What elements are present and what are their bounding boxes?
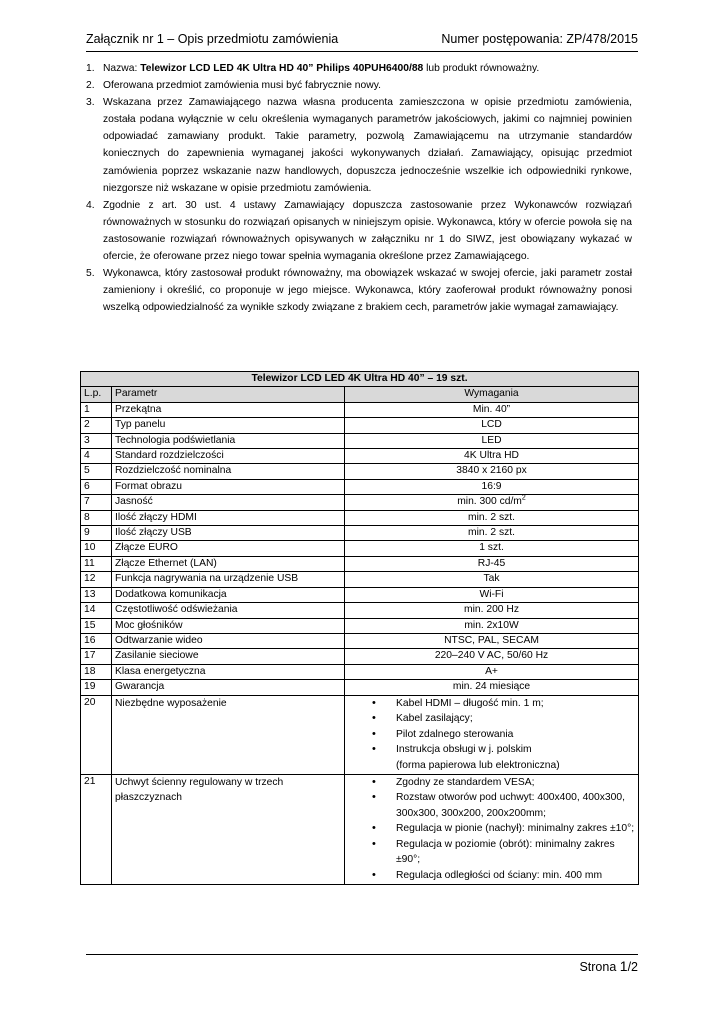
- list-item: • Zgodny ze standardem VESA;: [396, 775, 635, 791]
- header-wymagania: Wymagania: [345, 387, 639, 402]
- cell-parametr: Dodatkowa komunikacja: [112, 587, 345, 602]
- cell-wymagania: 220–240 V AC, 50/60 Hz: [345, 649, 639, 664]
- page-header: [86, 32, 638, 50]
- cell-parametr: Funkcja nagrywania na urządzenie USB: [112, 572, 345, 587]
- list-item: 2. Oferowana przedmiot zamówienia musi być fabrycznie nowy.: [86, 80, 381, 92]
- cell-parametr: Gwarancja: [112, 680, 345, 695]
- header-divider: [86, 51, 638, 52]
- table-row: [81, 695, 639, 774]
- cell-parametr: Ilość złączy USB: [112, 526, 345, 541]
- cell-lp: 10: [81, 541, 112, 556]
- list-item: • Regulacja odległości od ściany: min. 400 mm: [396, 868, 635, 884]
- numbered-list: [86, 60, 632, 316]
- list-item: • Pilot zdalnego sterowania: [396, 727, 635, 743]
- cell-wymagania: 16:9: [345, 479, 639, 494]
- table-row: [81, 510, 639, 525]
- table-row: [81, 526, 639, 541]
- cell-lp: 15: [81, 618, 112, 633]
- cell-wymagania: LED: [345, 433, 639, 448]
- cell-lp: 4: [81, 449, 112, 464]
- cell-parametr: Ilość złączy HDMI: [112, 510, 345, 525]
- cell-lp: 19: [81, 680, 112, 695]
- cell-lp: 14: [81, 603, 112, 618]
- list-item: 3. Wskazana przez Zamawiającego nazwa własna producenta zamieszczona w opisie przedmiotu zamówienia, została podana wyłącznie w celu określenia wymaganych parametrów jakościowych, jakimi co najmniej powinien odpowiadać zamawiany produkt. Takie parametry, pozwolą Zamawiającemu na utrzymanie standardów koniecznych do zapewnienia wymaganej jakości wykonywanych działań. Zamawiający, opisując przedmiot zamówienia poprzez wskazanie nazw handlowych, dopuszcza jednocześnie wszelkie ich odpowiedniki rynkowe, niezgorsze niż wskazane w opisie przedmiotu zamówienia.: [86, 97, 632, 194]
- list-item: 4. Zgodnie z art. 30 ust. 4 ustawy Zamawiający dopuszcza zastosowanie przez Wykonawców rozwiązań równoważnych w stosunku do rozwiązań opisanych w niniejszym opisie. Wykonawca, który w ofercie powoła się na zastosowanie rozwiązań równoważnych opisywanych w załączniku nr 1 do SIWZ, jest obowiązany wykazać w ofercie, że oferowane przez niego towar spełnia wymagania określone przez Zamawiającego.: [86, 199, 632, 263]
- cell-parametr: Niezbędne wyposażenie: [112, 695, 345, 774]
- cell-parametr: Przekątna: [112, 402, 345, 417]
- header-parametr: Parametr: [112, 387, 345, 402]
- table-row: [81, 649, 639, 664]
- table-row: [81, 603, 639, 618]
- cell-parametr: Odtwarzanie wideo: [112, 633, 345, 648]
- cell-parametr: Technologia podświetlania: [112, 433, 345, 448]
- table-row: [81, 402, 639, 417]
- cell-wymagania: A+: [345, 664, 639, 679]
- table-title-row: [81, 372, 639, 387]
- cell-lp: 6: [81, 479, 112, 494]
- cell-wymagania: [345, 774, 639, 884]
- table-header-row: [81, 387, 639, 402]
- cell-parametr: Rozdzielczość nominalna: [112, 464, 345, 479]
- cell-parametr: Zasilanie sieciowe: [112, 649, 345, 664]
- list-item: • Kabel zasilający;: [396, 711, 635, 727]
- cell-lp: 20: [81, 695, 112, 774]
- table-row: [81, 541, 639, 556]
- cell-parametr: Standard rozdzielczości: [112, 449, 345, 464]
- table-row: [81, 556, 639, 571]
- table-row: [81, 618, 639, 633]
- list-item: • Instrukcja obsługi w j. polskim: [396, 742, 635, 758]
- list-item: 1. Nazwa: Telewizor LCD LED 4K Ultra HD 40” Philips 40PUH6400/88 lub produkt równoważny.: [86, 63, 540, 74]
- header-lp: L.p.: [81, 387, 112, 402]
- table-row: [81, 479, 639, 494]
- cell-lp: 5: [81, 464, 112, 479]
- cell-parametr: Klasa energetyczna: [112, 664, 345, 679]
- cell-lp: 8: [81, 510, 112, 525]
- cell-parametr: Moc głośników: [112, 618, 345, 633]
- list-item: • Rozstaw otworów pod uchwyt: 400x400, 400x300, 300x300, 300x200, 200x200mm;: [396, 790, 635, 821]
- requirements-bullet-list: [348, 696, 635, 758]
- cell-lp: 13: [81, 587, 112, 602]
- cell-wymagania: min. 2 szt.: [345, 526, 639, 541]
- table-row: [81, 572, 639, 587]
- table-row: [81, 418, 639, 433]
- table-row: [81, 633, 639, 648]
- cell-wymagania: 3840 x 2160 px: [345, 464, 639, 479]
- cell-parametr: Częstotliwość odświeżania: [112, 603, 345, 618]
- table-row: [81, 664, 639, 679]
- cell-parametr: Złącze Ethernet (LAN): [112, 556, 345, 571]
- table-row: [81, 464, 639, 479]
- cell-lp: 21: [81, 774, 112, 884]
- cell-lp: 3: [81, 433, 112, 448]
- cell-wymagania: LCD: [345, 418, 639, 433]
- cell-wymagania: [345, 695, 639, 774]
- footer-divider: [86, 954, 638, 955]
- cell-lp: 2: [81, 418, 112, 433]
- cell-wymagania: 4K Ultra HD: [345, 449, 639, 464]
- header-procedure-number: Numer postępowania: ZP/478/2015: [441, 32, 638, 46]
- cell-lp: 12: [81, 572, 112, 587]
- cell-wymagania: RJ-45: [345, 556, 639, 571]
- cell-lp: 11: [81, 556, 112, 571]
- cell-wymagania: Wi-Fi: [345, 587, 639, 602]
- list-item: 5. Wykonawca, który zastosował produkt równoważny, ma obowiązek wskazać w swojej ofercie, jaki parametr został zamieniony i określić, co proponuje w jego miejsce. Wykonawca, który zaoferował produkt równoważny ponosi wszelką odpowiedzialność za wynikłe szkody związane z brakiem cech, parametrów jakie wymagał zamawiający.: [86, 268, 632, 314]
- table-row: [81, 433, 639, 448]
- cell-parametr: Uchwyt ścienny regulowany w trzech płaszczyznach: [112, 774, 345, 884]
- cell-lp: 7: [81, 495, 112, 510]
- cell-lp: 17: [81, 649, 112, 664]
- cell-parametr: Format obrazu: [112, 479, 345, 494]
- table-row: [81, 587, 639, 602]
- cell-wymagania: min. 24 miesiące: [345, 680, 639, 695]
- header-attachment-title: Załącznik nr 1 – Opis przedmiotu zamówienia: [86, 32, 339, 46]
- cell-wymagania: min. 2x10W: [345, 618, 639, 633]
- requirements-note: (forma papierowa lub elektroniczna): [396, 759, 560, 771]
- cell-parametr: Jasność: [112, 495, 345, 510]
- table-row: [81, 495, 639, 510]
- cell-wymagania: min. 200 Hz: [345, 603, 639, 618]
- cell-lp: 1: [81, 402, 112, 417]
- cell-wymagania: min. 300 $cd/m^2$: [345, 495, 639, 510]
- list-item: • Regulacja w poziomie (obrót): minimalny zakres ±90°;: [396, 837, 635, 868]
- table-title: Telewizor LCD LED 4K Ultra HD 40” – 19 szt.: [81, 372, 639, 387]
- cell-lp: 18: [81, 664, 112, 679]
- cell-wymagania: Tak: [345, 572, 639, 587]
- page-number: 1: [619, 958, 628, 974]
- product-name: Telewizor LCD LED 4K Ultra HD 40” Philips 40PUH6400/88: [140, 63, 424, 74]
- cell-wymagania: min. 2 szt.: [345, 510, 639, 525]
- cell-wymagania: NTSC, PAL, SECAM: [345, 633, 639, 648]
- list-item: • Kabel HDMI – długość min. 1 m;: [396, 696, 635, 712]
- requirements-bullet-list: [348, 775, 635, 884]
- cell-wymagania: 1 szt.: [345, 541, 639, 556]
- cell-lp: 9: [81, 526, 112, 541]
- cell-wymagania: Min. 40”: [345, 402, 639, 417]
- cell-parametr: Złącze EURO: [112, 541, 345, 556]
- table-row: [81, 680, 639, 695]
- cell-lp: 16: [81, 633, 112, 648]
- specification-table: [80, 371, 639, 885]
- cell-parametr: Typ panelu: [112, 418, 345, 433]
- table-row: [81, 449, 639, 464]
- page-footer: Strona 1/2: [579, 958, 638, 974]
- list-item: • Regulacja w pionie (nachył): minimalny zakres ±10°;: [396, 821, 635, 837]
- table-row: [81, 774, 639, 884]
